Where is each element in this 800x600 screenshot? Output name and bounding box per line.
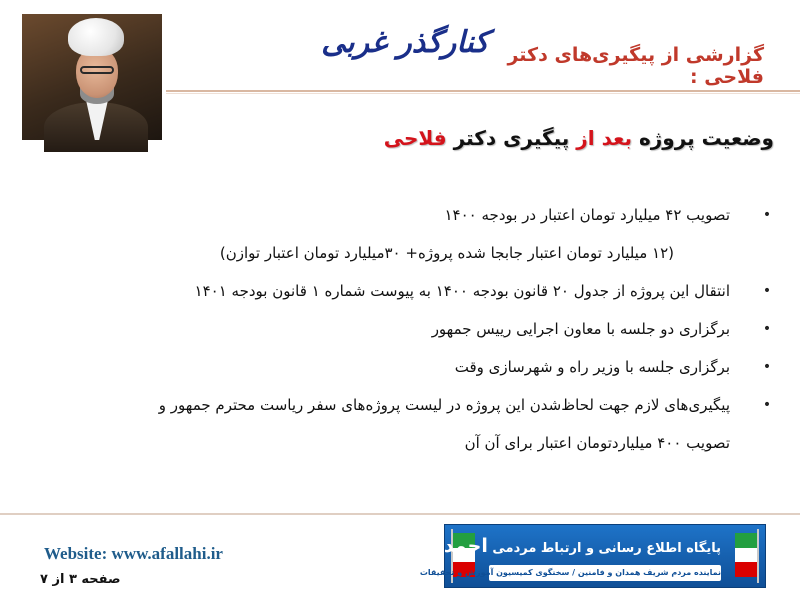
list-item xyxy=(34,196,774,234)
header-divider xyxy=(166,90,800,92)
list-item xyxy=(34,348,774,386)
slide-title-part1: وضعیت پروژه xyxy=(638,126,774,150)
header-title: گزارشی از پیگیری‌های دکتر فلاحی : xyxy=(507,44,764,88)
list-item xyxy=(34,386,774,424)
list-item-text: تصویب ۴۲ میلیارد تومان اعتبار در بودجه ۱۴۰۰ xyxy=(444,206,730,224)
slide-title xyxy=(214,126,774,150)
list-item xyxy=(34,272,774,310)
list-item xyxy=(34,310,774,348)
slide-title-part3: پیگیری دکتر xyxy=(453,126,570,150)
list-item xyxy=(34,234,774,272)
list-item-text: پیگیری‌های لازم جهت لحاظ‌شدن این پروژه در لیست پروژه‌های سفر ریاست محترم جمهور و xyxy=(158,396,730,414)
logo-text: کنارگذر غربی xyxy=(321,25,489,60)
bullet-icon: • xyxy=(762,283,772,299)
list-item xyxy=(34,424,774,462)
page-number: صفحه ۳ از ۷ xyxy=(40,572,121,587)
list-item-text: برگزاری دو جلسه با معاون اجرایی رییس جمهور xyxy=(431,320,730,338)
slide-title-part2: بعد از xyxy=(576,126,632,150)
footer-banner xyxy=(319,524,766,588)
banner-subtitle: نماینده مردم شریف همدان و فامنین / سخنگوی کمیسیون آموزش و تحقیقات xyxy=(489,565,721,581)
bullet-icon: • xyxy=(762,397,772,413)
slide-title-part4: فلاحی xyxy=(383,126,447,150)
list-item-text: تصویب ۴۰۰ میلیاردتومان اعتبار برای آن آن xyxy=(464,434,730,452)
bullet-icon: • xyxy=(762,207,772,223)
website-link[interactable]: Website: www.afallahi.ir xyxy=(44,544,223,563)
header-calligraphy-logo xyxy=(321,8,489,78)
banner-name: احمدحسین فلاحی xyxy=(319,535,488,557)
list-item-text: برگزاری جلسه با وزیر راه و شهرسازی وقت xyxy=(454,358,730,376)
footer-divider xyxy=(0,513,800,515)
list-item-text: انتقال این پروژه از جدول ۲۰ قانون بودجه ۱۴۰۰ به پیوست شماره ۱ قانون بودجه ۱۴۰۱ xyxy=(194,282,730,300)
bullet-icon: • xyxy=(762,321,772,337)
speaker-photo xyxy=(22,14,162,140)
banner-title xyxy=(319,529,721,563)
list-item-text: (۱۲ میلیارد تومان اعتبار جابجا شده پروژه+ ۳۰میلیارد تومان اعتبار توازن) xyxy=(219,244,674,262)
bullet-icon: • xyxy=(762,359,772,375)
banner-prefix: پایگاه اطلاع رسانی و ارتباط مردمی xyxy=(492,541,721,556)
iran-flag-icon xyxy=(735,533,757,577)
bullet-list xyxy=(34,196,774,462)
